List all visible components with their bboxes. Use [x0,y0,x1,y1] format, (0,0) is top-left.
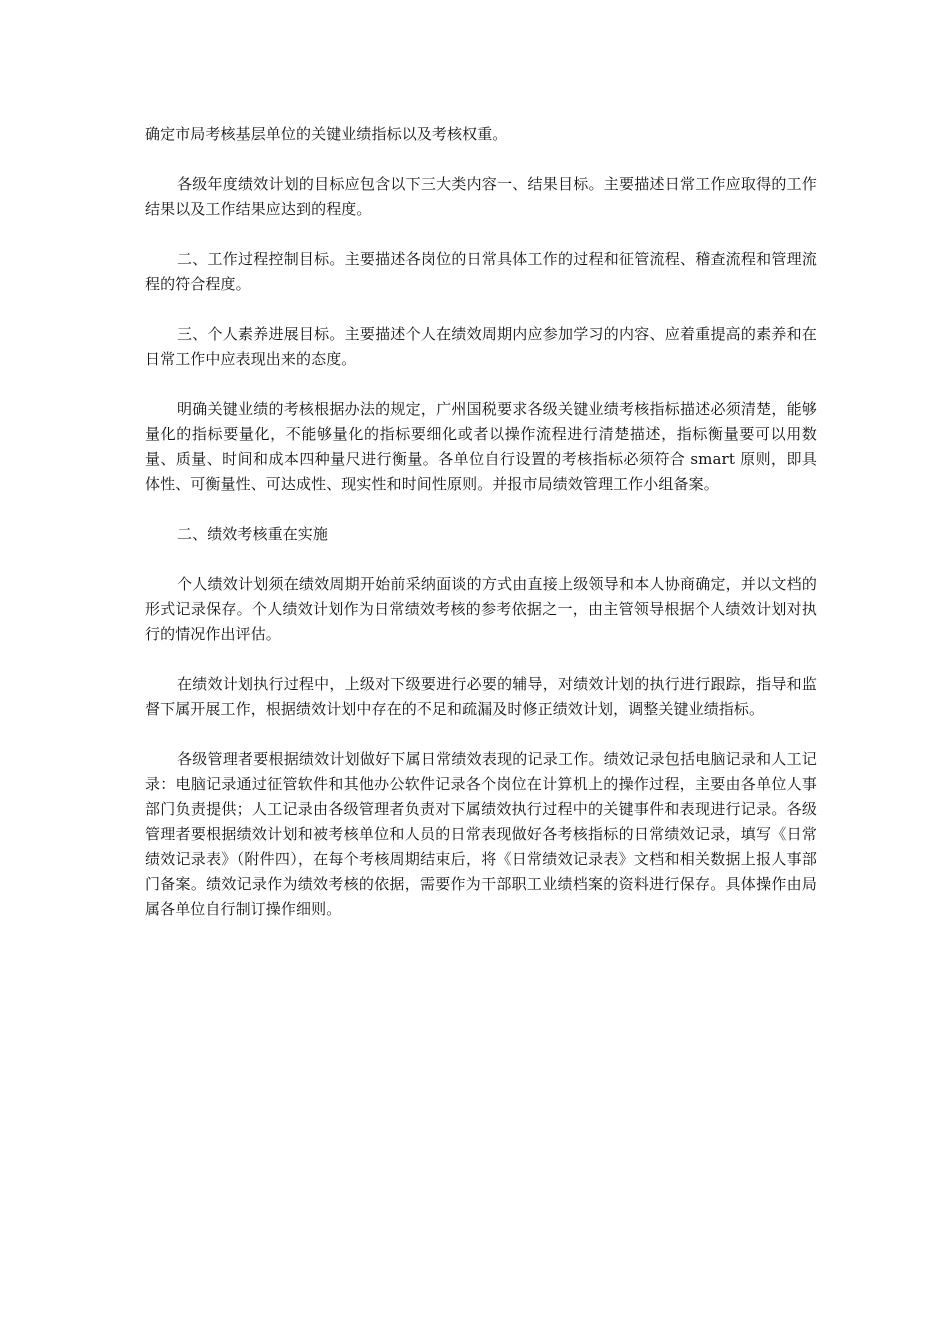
paragraph-5: 明确关键业绩的考核根据办法的规定，广州国税要求各级关键业绩考核指标描述必须清楚，能够量化的指标要量化，不能够量化的指标要细化或者以操作流程进行清楚描述，指标衡量要可以用数量、质量、时间和成本四种量尺进行衡量。各单位自行设置的考核指标必须符合 smart 原则，即具体性、可衡量性、可达成性、现实性和时间性原则。并报市局绩效管理工作小组备案。 [145,400,817,493]
paragraph-2: 各级年度绩效计划的目标应包含以下三大类内容一、结果目标。主要描述日常工作应取得的工作结果以及工作结果应达到的程度。 [145,175,817,218]
paragraph-7: 个人绩效计划须在绩效周期开始前采纳面谈的方式由直接上级领导和本人协商确定，并以文档的形式记录保存。个人绩效计划作为日常绩效考核的参考依据之一，由主管领导根据个人绩效计划对执行的情况作出评估。 [145,575,817,643]
paragraph-8: 在绩效计划执行过程中，上级对下级要进行必要的辅导，对绩效计划的执行进行跟踪，指导和监督下属开展工作，根据绩效计划中存在的不足和疏漏及时修正绩效计划，调整关键业绩指标。 [145,675,817,718]
paragraph-4: 三、个人素养进展目标。主要描述个人在绩效周期内应参加学习的内容、应着重提高的素养和在日常工作中应表现出来的态度。 [145,325,817,368]
paragraph-1: 确定市局考核基层单位的关键业绩指标以及考核权重。 [145,125,508,143]
paragraph-3: 二、工作过程控制目标。主要描述各岗位的日常具体工作的过程和征管流程、稽查流程和管理流程的符合程度。 [145,250,817,293]
section-heading: 二、绩效考核重在实施 [177,525,329,543]
document-body [145,122,817,947]
paragraph-9: 各级管理者要根据绩效计划做好下属日常绩效表现的记录工作。绩效记录包括电脑记录和人工记录：电脑记录通过征管软件和其他办公软件记录各个岗位在计算机上的操作过程，主要由各单位人事部门负责提供；人工记录由各级管理者负责对下属绩效执行过程中的关键事件和表现进行记录。各级管理者要根据绩效计划和被考核单位和人员的日常表现做好各考核指标的日常绩效记录，填写《日常绩效记录表》（附件四），在每个考核周期结束后，将《日常绩效记录表》文档和相关数据上报人事部门备案。绩效记录作为绩效考核的依据，需要作为干部职工业绩档案的资料进行保存。具体操作由局属各单位自行制订操作细则。 [145,750,817,918]
